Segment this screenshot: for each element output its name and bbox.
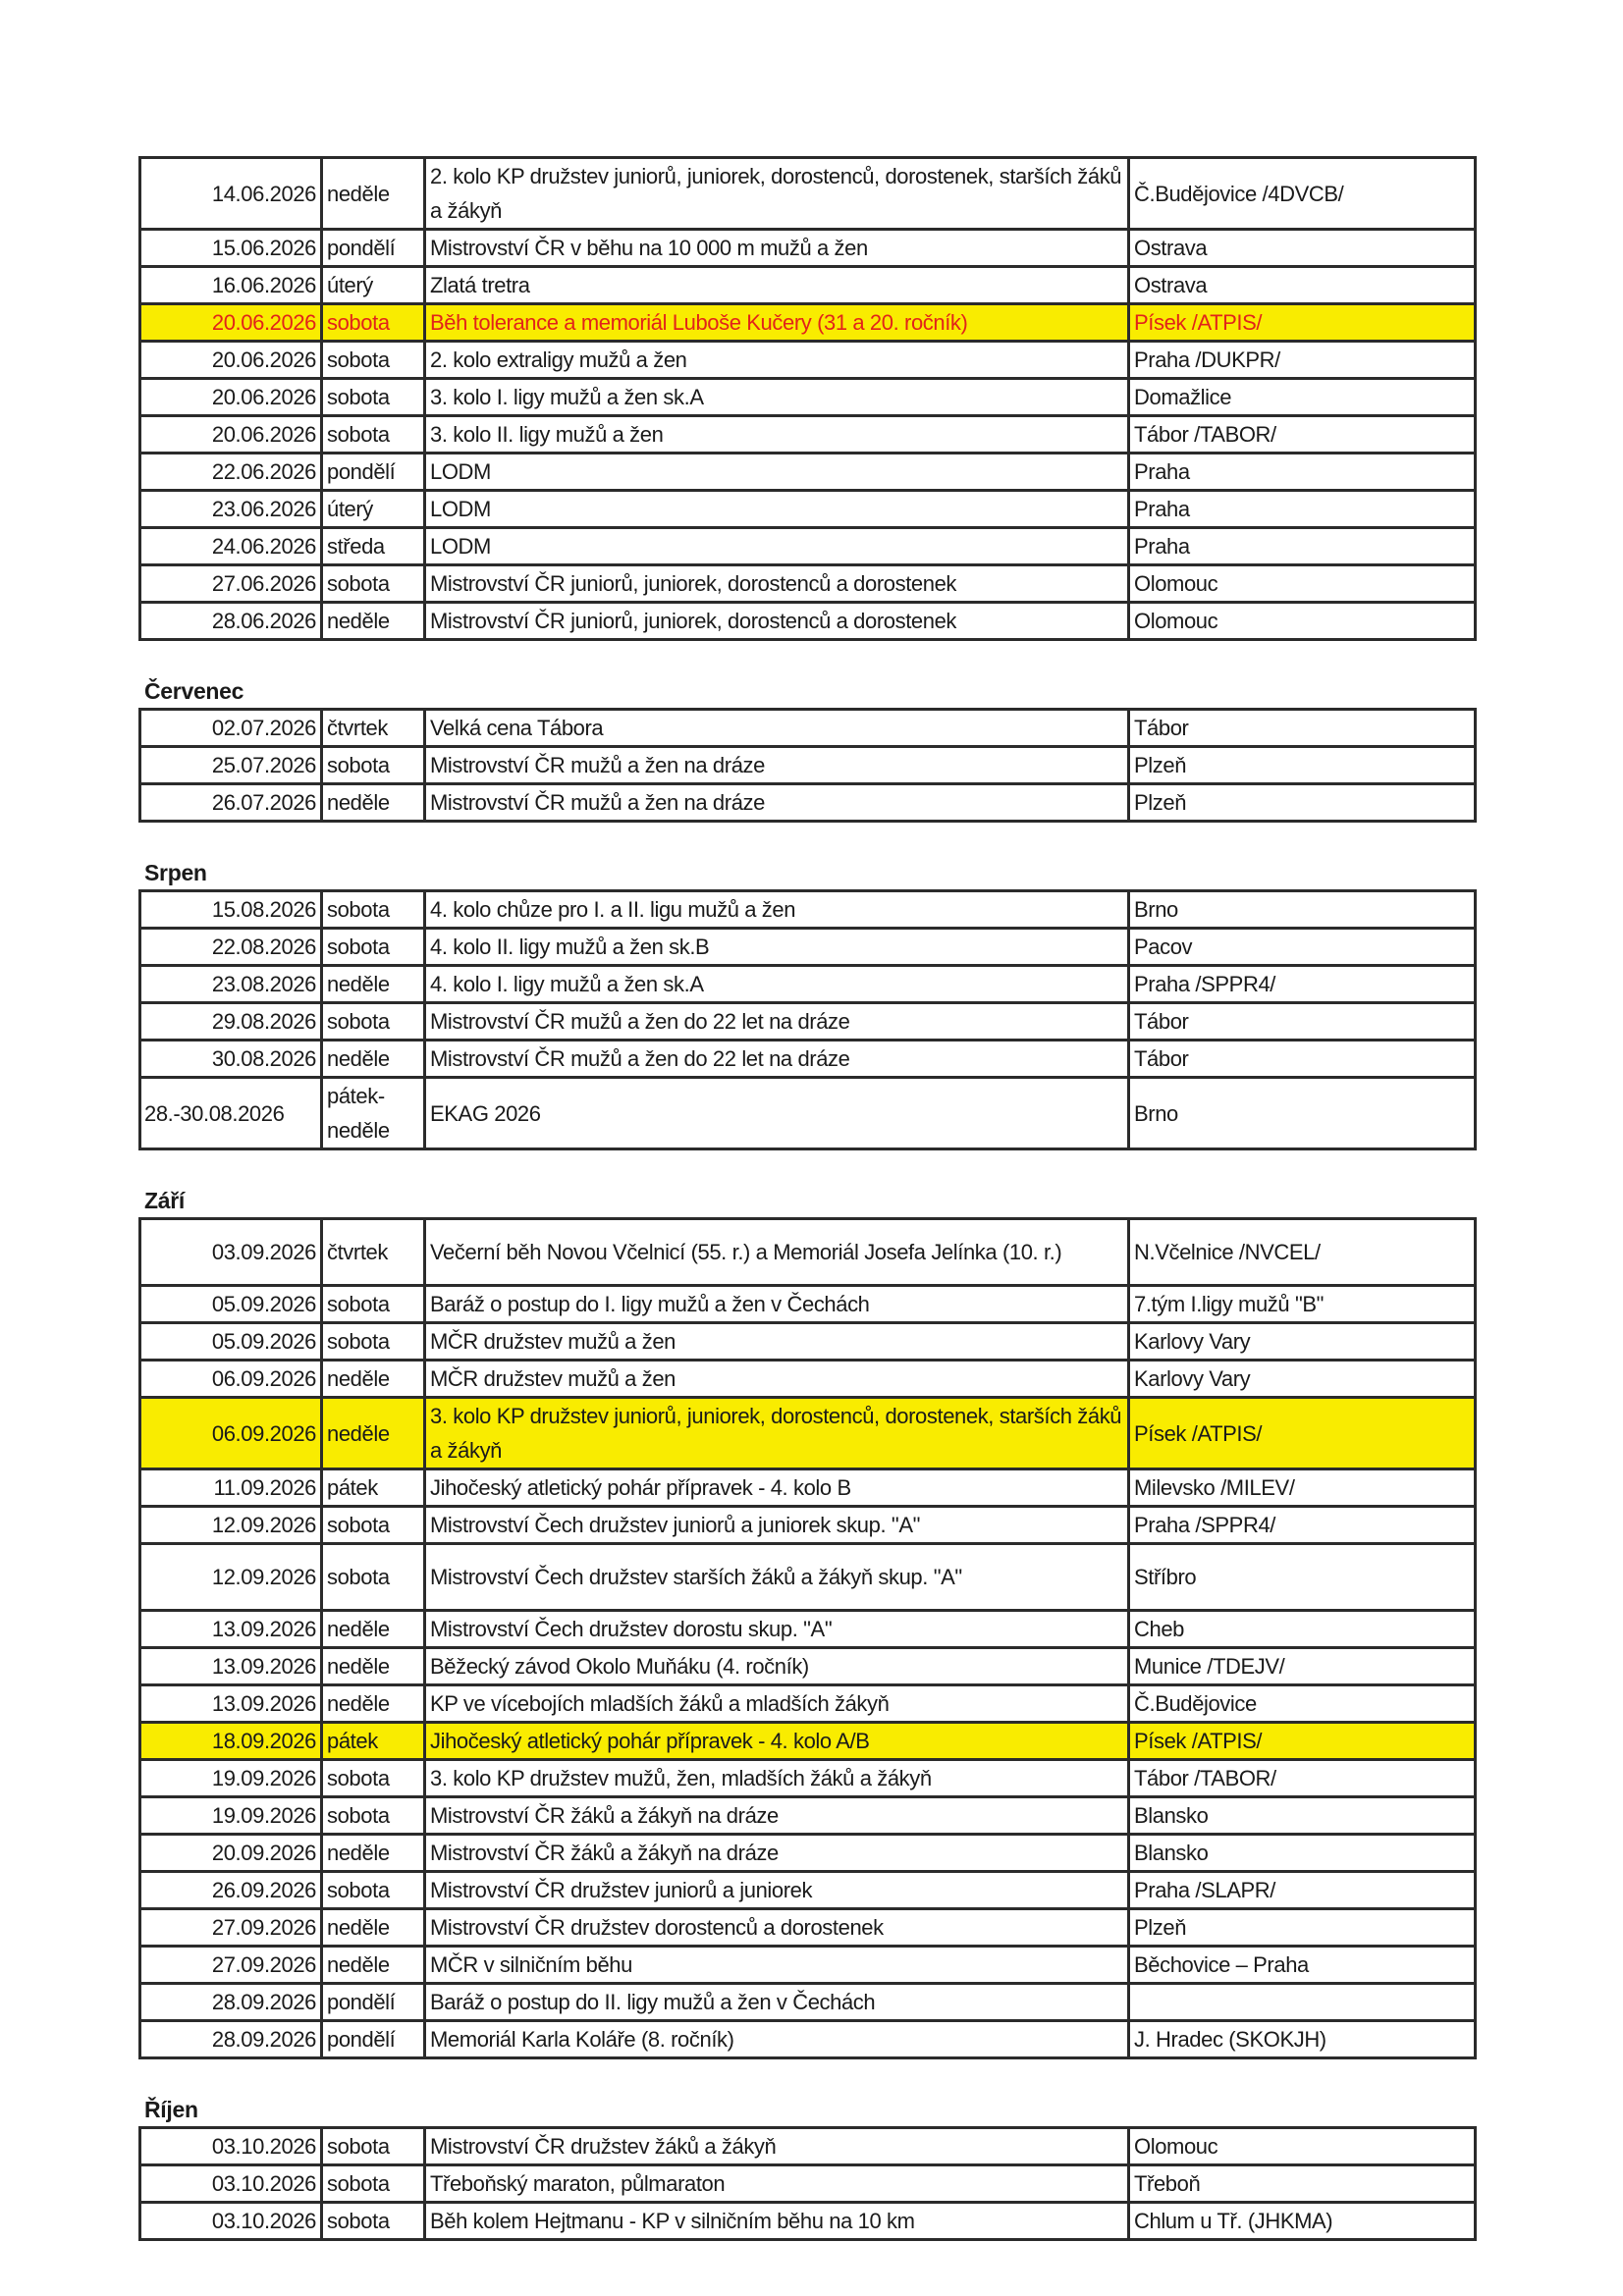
location-cell: Ostrava [1129, 230, 1476, 267]
date-cell: 27.06.2026 [140, 565, 322, 603]
day-cell: čtvrtek [322, 710, 425, 747]
event-row [140, 2128, 1476, 2165]
event-row [140, 2165, 1476, 2203]
location-cell: Karlovy Vary [1129, 1323, 1476, 1361]
location-cell: Blansko [1129, 1797, 1476, 1835]
date-cell: 28.06.2026 [140, 603, 322, 640]
day-cell: pátek [322, 1469, 425, 1507]
location-cell: Karlovy Vary [1129, 1361, 1476, 1398]
location-cell: Brno [1129, 891, 1476, 929]
date-cell: 06.09.2026 [140, 1398, 322, 1469]
location-cell: Olomouc [1129, 603, 1476, 640]
event-cell: Velká cena Tábora [425, 710, 1129, 747]
event-cell: Běh kolem Hejtmanu - KP v silničním běhu na 10 km [425, 2203, 1129, 2240]
date-cell: 28.-30.08.2026 [140, 1078, 322, 1149]
event-cell: LODM [425, 491, 1129, 528]
day-cell: sobota [322, 342, 425, 379]
date-cell: 03.10.2026 [140, 2165, 322, 2203]
schedule-table [138, 156, 1477, 641]
location-cell: Plzeň [1129, 784, 1476, 822]
event-row [140, 491, 1476, 528]
event-row [140, 1003, 1476, 1041]
date-cell: 20.06.2026 [140, 304, 322, 342]
event-row [140, 1685, 1476, 1723]
day-cell: sobota [322, 2165, 425, 2203]
event-cell: Mistrovství ČR žáků a žákyň na dráze [425, 1835, 1129, 1872]
day-cell: neděle [322, 1611, 425, 1648]
month-heading: Říjen [144, 2097, 198, 2122]
event-cell: Mistrovství ČR mužů a žen do 22 let na dráze [425, 1003, 1129, 1041]
date-cell: 23.08.2026 [140, 966, 322, 1003]
date-cell: 20.06.2026 [140, 379, 322, 416]
day-cell: neděle [322, 966, 425, 1003]
location-cell: Brno [1129, 1078, 1476, 1149]
day-cell: sobota [322, 2128, 425, 2165]
event-row [140, 784, 1476, 822]
event-row [140, 565, 1476, 603]
location-cell: Praha /SLAPR/ [1129, 1872, 1476, 1909]
event-cell: Mistrovství ČR žáků a žákyň na dráze [425, 1797, 1129, 1835]
location-cell: Munice /TDEJV/ [1129, 1648, 1476, 1685]
event-cell: LODM [425, 454, 1129, 491]
date-cell: 24.06.2026 [140, 528, 322, 565]
event-row [140, 1797, 1476, 1835]
day-cell: úterý [322, 267, 425, 304]
location-cell: N.Včelnice /NVCEL/ [1129, 1219, 1476, 1286]
location-cell: Cheb [1129, 1611, 1476, 1648]
location-cell: Praha /SPPR4/ [1129, 1507, 1476, 1544]
location-cell: Olomouc [1129, 2128, 1476, 2165]
day-cell: středa [322, 528, 425, 565]
day-cell: sobota [322, 1544, 425, 1611]
event-row [140, 528, 1476, 565]
location-cell: Plzeň [1129, 747, 1476, 784]
day-cell: sobota [322, 416, 425, 454]
event-cell: MČR v silničním běhu [425, 1947, 1129, 1984]
event-cell: Baráž o postup do II. ligy mužů a žen v Čechách [425, 1984, 1129, 2021]
event-cell: Jihočeský atletický pohár přípravek - 4. kolo A/B [425, 1723, 1129, 1760]
event-cell: 4. kolo II. ligy mužů a žen sk.B [425, 929, 1129, 966]
event-row [140, 304, 1476, 342]
date-cell: 15.06.2026 [140, 230, 322, 267]
event-row [140, 1219, 1476, 1286]
event-cell: Zlatá tretra [425, 267, 1129, 304]
location-cell: Praha /DUKPR/ [1129, 342, 1476, 379]
day-cell: sobota [322, 1003, 425, 1041]
event-cell: 3. kolo II. ligy mužů a žen [425, 416, 1129, 454]
event-row [140, 1984, 1476, 2021]
day-cell: sobota [322, 379, 425, 416]
day-cell: čtvrtek [322, 1219, 425, 1286]
event-row [140, 1648, 1476, 1685]
date-cell: 12.09.2026 [140, 1507, 322, 1544]
day-cell: pátek- neděle [322, 1078, 425, 1149]
day-cell: neděle [322, 1648, 425, 1685]
day-cell: pondělí [322, 2021, 425, 2058]
day-cell: pondělí [322, 1984, 425, 2021]
location-cell: Stříbro [1129, 1544, 1476, 1611]
event-row [140, 1361, 1476, 1398]
event-cell: Běžecký závod Okolo Muňáku (4. ročník) [425, 1648, 1129, 1685]
event-cell: 3. kolo KP družstev juniorů, juniorek, dorostenců, dorostenek, starších žáků a žákyň [425, 1398, 1129, 1469]
date-cell: 20.06.2026 [140, 416, 322, 454]
event-row [140, 1760, 1476, 1797]
location-cell: Běchovice – Praha [1129, 1947, 1476, 1984]
location-cell [1129, 1984, 1476, 2021]
event-row [140, 966, 1476, 1003]
event-cell: Večerní běh Novou Včelnicí (55. r.) a Memoriál Josefa Jelínka (10. r.) [425, 1219, 1129, 1286]
day-cell: sobota [322, 1507, 425, 1544]
month-heading: Září [144, 1188, 185, 1213]
day-cell: sobota [322, 1760, 425, 1797]
location-cell: Písek /ATPIS/ [1129, 1723, 1476, 1760]
day-cell: sobota [322, 2203, 425, 2240]
location-cell: Tábor /TABOR/ [1129, 416, 1476, 454]
event-row [140, 379, 1476, 416]
event-row [140, 230, 1476, 267]
event-cell: KP ve vícebojích mladších žáků a mladších žákyň [425, 1685, 1129, 1723]
day-cell: pondělí [322, 454, 425, 491]
date-cell: 28.09.2026 [140, 2021, 322, 2058]
date-cell: 13.09.2026 [140, 1648, 322, 1685]
event-cell: 4. kolo chůze pro I. a II. ligu mužů a žen [425, 891, 1129, 929]
event-row [140, 747, 1476, 784]
event-cell: Třeboňský maraton, půlmaraton [425, 2165, 1129, 2203]
event-row [140, 1078, 1476, 1149]
location-cell: J. Hradec (SKOKJH) [1129, 2021, 1476, 2058]
event-cell: Mistrovství Čech družstev dorostu skup. "A" [425, 1611, 1129, 1648]
location-cell: Chlum u Tř. (JHKMA) [1129, 2203, 1476, 2240]
event-row [140, 1041, 1476, 1078]
date-cell: 30.08.2026 [140, 1041, 322, 1078]
day-cell: neděle [322, 1398, 425, 1469]
location-cell: Tábor [1129, 1003, 1476, 1041]
event-row [140, 710, 1476, 747]
date-cell: 03.10.2026 [140, 2128, 322, 2165]
date-cell: 06.09.2026 [140, 1361, 322, 1398]
day-cell: sobota [322, 1872, 425, 1909]
event-cell: Mistrovství ČR mužů a žen na dráze [425, 784, 1129, 822]
location-cell: Písek /ATPIS/ [1129, 1398, 1476, 1469]
date-cell: 25.07.2026 [140, 747, 322, 784]
date-cell: 14.06.2026 [140, 158, 322, 230]
date-cell: 12.09.2026 [140, 1544, 322, 1611]
event-row [140, 1507, 1476, 1544]
event-row [140, 2203, 1476, 2240]
date-cell: 23.06.2026 [140, 491, 322, 528]
event-cell: Mistrovství Čech družstev juniorů a juniorek skup. "A" [425, 1507, 1129, 1544]
location-cell: Tábor /TABOR/ [1129, 1760, 1476, 1797]
day-cell: sobota [322, 747, 425, 784]
location-cell: Plzeň [1129, 1909, 1476, 1947]
location-cell: Praha [1129, 454, 1476, 491]
location-cell: Milevsko /MILEV/ [1129, 1469, 1476, 1507]
event-cell: MČR družstev mužů a žen [425, 1323, 1129, 1361]
month-heading: Srpen [144, 860, 207, 885]
date-cell: 19.09.2026 [140, 1797, 322, 1835]
date-cell: 16.06.2026 [140, 267, 322, 304]
date-cell: 20.06.2026 [140, 342, 322, 379]
event-cell: Baráž o postup do I. ligy mužů a žen v Čechách [425, 1286, 1129, 1323]
date-cell: 29.08.2026 [140, 1003, 322, 1041]
day-cell: neděle [322, 1685, 425, 1723]
event-row [140, 1835, 1476, 1872]
location-cell: Pacov [1129, 929, 1476, 966]
event-row [140, 1544, 1476, 1611]
date-cell: 27.09.2026 [140, 1947, 322, 1984]
schedule-table [138, 889, 1477, 1150]
location-cell: Blansko [1129, 1835, 1476, 1872]
event-row [140, 1872, 1476, 1909]
day-cell: neděle [322, 784, 425, 822]
date-cell: 13.09.2026 [140, 1685, 322, 1723]
location-cell: Tábor [1129, 1041, 1476, 1078]
location-cell: Písek /ATPIS/ [1129, 304, 1476, 342]
date-cell: 03.09.2026 [140, 1219, 322, 1286]
location-cell: 7.tým I.ligy mužů "B" [1129, 1286, 1476, 1323]
date-cell: 02.07.2026 [140, 710, 322, 747]
day-cell: pátek [322, 1723, 425, 1760]
event-row [140, 454, 1476, 491]
event-row [140, 891, 1476, 929]
day-cell: sobota [322, 1797, 425, 1835]
day-cell: úterý [322, 491, 425, 528]
day-cell: neděle [322, 603, 425, 640]
event-row [140, 2021, 1476, 2058]
location-cell: Olomouc [1129, 565, 1476, 603]
location-cell: Ostrava [1129, 267, 1476, 304]
date-cell: 26.07.2026 [140, 784, 322, 822]
date-cell: 18.09.2026 [140, 1723, 322, 1760]
event-cell: 3. kolo I. ligy mužů a žen sk.A [425, 379, 1129, 416]
day-cell: sobota [322, 565, 425, 603]
day-cell: neděle [322, 1835, 425, 1872]
event-cell: Mistrovství ČR družstev žáků a žákyň [425, 2128, 1129, 2165]
event-row [140, 158, 1476, 230]
event-cell: 2. kolo extraligy mužů a žen [425, 342, 1129, 379]
day-cell: neděle [322, 1361, 425, 1398]
date-cell: 22.08.2026 [140, 929, 322, 966]
location-cell: Praha [1129, 491, 1476, 528]
location-cell: Č.Budějovice /4DVCB/ [1129, 158, 1476, 230]
date-cell: 05.09.2026 [140, 1323, 322, 1361]
location-cell: Praha /SPPR4/ [1129, 966, 1476, 1003]
event-cell: 4. kolo I. ligy mužů a žen sk.A [425, 966, 1129, 1003]
date-cell: 26.09.2026 [140, 1872, 322, 1909]
event-cell: Mistrovství ČR juniorů, juniorek, dorostenců a dorostenek [425, 603, 1129, 640]
day-cell: sobota [322, 1286, 425, 1323]
event-cell: Mistrovství Čech družstev starších žáků a žákyň skup. "A" [425, 1544, 1129, 1611]
event-row [140, 1723, 1476, 1760]
event-cell: Běh tolerance a memoriál Luboše Kučery (31 a 20. ročník) [425, 304, 1129, 342]
day-cell: pondělí [322, 230, 425, 267]
location-cell: Tábor [1129, 710, 1476, 747]
event-cell: 2. kolo KP družstev juniorů, juniorek, dorostenců, dorostenek, starších žáků a žákyň [425, 158, 1129, 230]
schedule-table [138, 708, 1477, 823]
event-cell: Jihočeský atletický pohár přípravek - 4. kolo B [425, 1469, 1129, 1507]
event-row [140, 1909, 1476, 1947]
month-heading: Červenec [144, 678, 244, 704]
date-cell: 05.09.2026 [140, 1286, 322, 1323]
event-row [140, 1611, 1476, 1648]
day-cell: neděle [322, 158, 425, 230]
date-cell: 11.09.2026 [140, 1469, 322, 1507]
date-cell: 27.09.2026 [140, 1909, 322, 1947]
location-cell: Praha [1129, 528, 1476, 565]
event-row [140, 1286, 1476, 1323]
date-cell: 28.09.2026 [140, 1984, 322, 2021]
date-cell: 22.06.2026 [140, 454, 322, 491]
event-row [140, 416, 1476, 454]
event-row [140, 1947, 1476, 1984]
schedule-table [138, 2126, 1477, 2241]
event-cell: 3. kolo KP družstev mužů, žen, mladších žáků a žákyň [425, 1760, 1129, 1797]
schedule-table [138, 1217, 1477, 2059]
event-cell: MČR družstev mužů a žen [425, 1361, 1129, 1398]
event-cell: Mistrovství ČR mužů a žen na dráze [425, 747, 1129, 784]
event-cell: Mistrovství ČR mužů a žen do 22 let na dráze [425, 1041, 1129, 1078]
day-cell: sobota [322, 304, 425, 342]
day-cell: neděle [322, 1947, 425, 1984]
event-cell: Mistrovství ČR družstev juniorů a juniorek [425, 1872, 1129, 1909]
event-row [140, 929, 1476, 966]
day-cell: sobota [322, 891, 425, 929]
event-cell: Mistrovství ČR družstev dorostenců a dorostenek [425, 1909, 1129, 1947]
event-cell: Mistrovství ČR v běhu na 10 000 m mužů a žen [425, 230, 1129, 267]
date-cell: 20.09.2026 [140, 1835, 322, 1872]
event-row [140, 1323, 1476, 1361]
event-row [140, 342, 1476, 379]
day-cell: neděle [322, 1041, 425, 1078]
date-cell: 03.10.2026 [140, 2203, 322, 2240]
event-cell: LODM [425, 528, 1129, 565]
day-cell: neděle [322, 1909, 425, 1947]
event-row [140, 1469, 1476, 1507]
location-cell: Domažlice [1129, 379, 1476, 416]
date-cell: 13.09.2026 [140, 1611, 322, 1648]
event-cell: Memoriál Karla Koláře (8. ročník) [425, 2021, 1129, 2058]
location-cell: Č.Budějovice [1129, 1685, 1476, 1723]
day-cell: sobota [322, 929, 425, 966]
event-row [140, 267, 1476, 304]
date-cell: 19.09.2026 [140, 1760, 322, 1797]
location-cell: Třeboň [1129, 2165, 1476, 2203]
schedule-document [138, 156, 1474, 2241]
event-cell: Mistrovství ČR juniorů, juniorek, dorostenců a dorostenek [425, 565, 1129, 603]
event-row [140, 603, 1476, 640]
date-cell: 15.08.2026 [140, 891, 322, 929]
event-cell: EKAG 2026 [425, 1078, 1129, 1149]
day-cell: sobota [322, 1323, 425, 1361]
event-row [140, 1398, 1476, 1469]
